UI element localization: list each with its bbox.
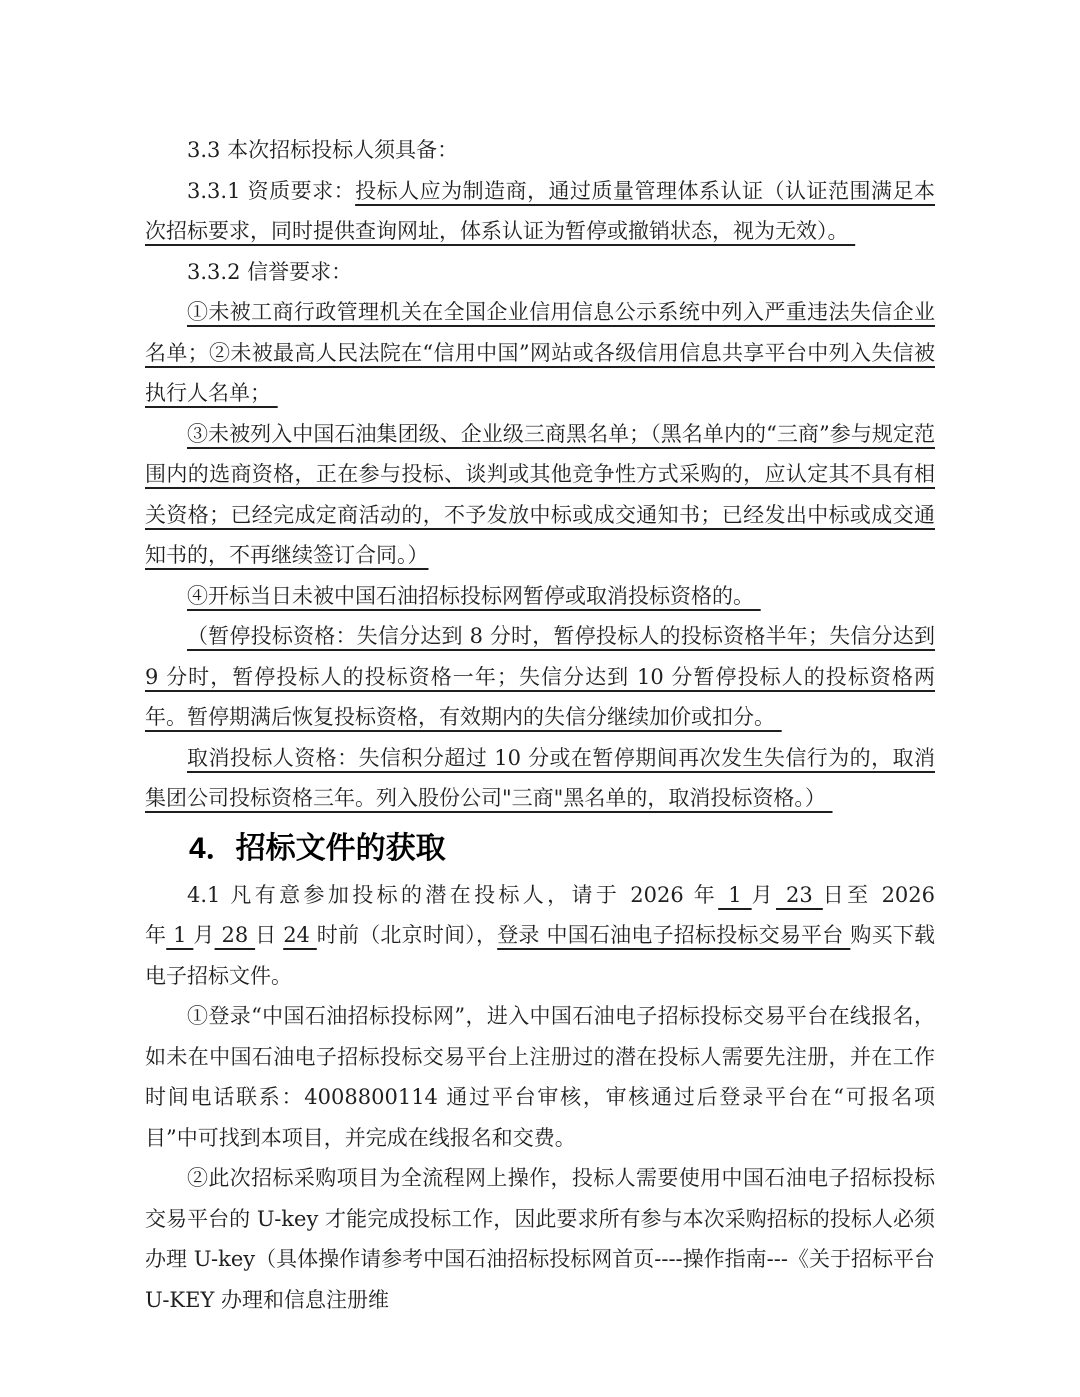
text-run: 3.3.2 信誉要求： [187, 259, 353, 284]
text-run: 4．招标文件的获取 [189, 831, 446, 865]
paragraph [145, 875, 935, 997]
text-run: ①登录“中国石油招标投标网”，进入中国石油电子招标投标交易平台在线报名，如未在中国石油电子招标投标交易平台上注册过的潜在投标人需要先注册，并在工作时间电话联系：4008800114 通过平台审核，审核通过后登录平台在“可报名项目”中可找到本项目，并完成在线报名和交费。 [145, 1004, 935, 1150]
underlined-text-run: 取消投标人资格：失信积分超过 10 分或在暂停期间再次发生失信行为的，取消集团公司投标资格三年。列入股份公司"三商"黑名单的，取消投标资格。） [145, 745, 935, 810]
text-run: 3.3.1 资质要求： [187, 178, 356, 203]
underlined-text-run: 23 [775, 882, 823, 907]
text-run: 月 [193, 923, 215, 947]
underlined-text-run: 28 [214, 923, 256, 947]
text-run: 4.1 凡有意参加投标的潜在投标人，请于 2026 年 [187, 882, 719, 907]
text-run: 3.3 本次招标投标人须具备： [187, 138, 459, 162]
text-run: 日至 2026 年 [145, 882, 936, 947]
section-heading [145, 827, 935, 871]
underlined-text-run: 24 [283, 923, 317, 947]
underlined-text-run: ③未被列入中国石油集团级、企业级三商黑名单；（黑名单内的“三商”参与规定范围内的选商资格，正在参与投标、谈判或其他竞争性方式采购的，应认定其不具有相关资格；已经完成定商活动的，不予发放中标或成交通知书；已经发出中标或成交通知书的，不再继续签订合同。） [145, 421, 935, 567]
paragraph [145, 292, 935, 414]
paragraph [145, 130, 935, 171]
text-run: ②此次招标采购项目为全流程网上操作，投标人需要使用中国石油电子招标投标交易平台的 U-key 才能完成投标工作，因此要求所有参与本次采购招标的投标人必须办理 U-key（具体操作请参考中国石油招标投标网首页----操作指南---《关于招标平台 U-KEY 办理和信息注册维 [145, 1166, 935, 1312]
text-run: 月 [751, 882, 776, 907]
paragraph [145, 252, 935, 293]
text-run: 购买下载电子招标文件。 [145, 923, 936, 988]
text-run: 时前（北京时间）， [316, 923, 498, 947]
underlined-text-run: 1 [166, 923, 194, 947]
underlined-text-run: 投标人应为制造商，通过质量管理体系认证（认证范围满足本次招标要求，同时提供查询网址，体系认证为暂停或撤销状态，视为无效）。 [145, 178, 936, 243]
document-body [145, 130, 935, 1320]
paragraph [145, 171, 935, 252]
paragraph [145, 414, 935, 576]
underlined-text-run: ④开标当日未被中国石油招标投标网暂停或取消投标资格的。 [187, 583, 761, 608]
paragraph [145, 1158, 935, 1320]
paragraph [145, 616, 935, 738]
paragraph [145, 576, 935, 617]
text-run: 日 [255, 923, 284, 947]
paragraph [145, 996, 935, 1158]
underlined-text-run: ①未被工商行政管理机关在全国企业信用信息公示系统中列入严重违法失信企业名单；②未被最高人民法院在“信用中国”网站或各级信用信息共享平台中列入失信被执行人名单； [145, 300, 935, 405]
underlined-text-run: 登录 中国石油电子招标投标交易平台 [497, 923, 851, 947]
paragraph [145, 738, 935, 819]
underlined-text-run: （暂停投标资格：失信分达到 8 分时，暂停投标人的投标资格半年；失信分达到 9 分时，暂停投标人的投标资格一年；失信分达到 10 分暂停投标人的投标资格两年。暂停期满后恢复投标资格，有效期内的失信分继续加价或扣分。 [145, 624, 935, 729]
underlined-text-run: 1 [718, 882, 752, 907]
